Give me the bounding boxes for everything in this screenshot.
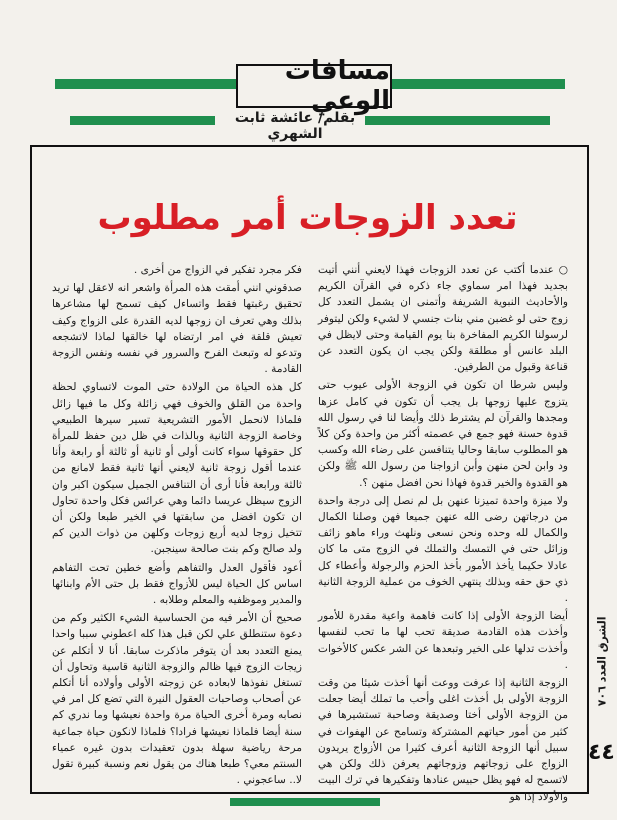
header-band-right (388, 79, 565, 89)
paragraph: كل هذه الحياة من الولادة حتى الموت لاتساوي لحظة واحدة من القلق والخوف فهي زائلة وكل ما فيها زائل فلماذا لانحمل الأمور التشريعية تسير سيرها الطبيعي وخاصة الزوجة الثانية وبالذات في ظل دين حفظ للمرأة كل حقوقها سواء كانت أولى أو ثانية أو ثالثة أو رابعة وأنا عندما أقول زوجة ثانية لايعني أنها ثانية فقط لامانع من ثالثة ورابعة فأنا أرى أن التنافس الجميل سيكون اكبر وان الزوج سيظل عريسا دائما وهي عرائس فكل واحدة تحاول ان تكون افضل من سابقتها في الخير طبعا ولكن أن تتخيل زوجا لديه أربع زوجات وكلهن من ذوات الدين كم ولد صالح وكم بنت صالحة سينجبن. (52, 381, 302, 556)
byline-band-left (70, 116, 215, 125)
footer-band (230, 798, 380, 806)
paragraph: فكر مجرد تفكير في الزواج من أخرى . (133, 264, 302, 276)
paragraph: أيضا الزوجة الأولى إذا كانت فاهمة واعية مقدرة للأمور وأخذت هذه القادمة صديقة تحب لها ما تحب لنفسها وأخذت تدلها على الخير وتبعدها عن الشر عكس كالأخوات . (318, 610, 568, 671)
issue-label: الشرق العدد ٧٠٦ (595, 616, 609, 707)
author-byline: بقلم/ عائشة ثابت الشهري (234, 110, 356, 142)
article-column-right (318, 262, 568, 803)
header-band-left (55, 79, 238, 89)
column-title-box (236, 56, 392, 116)
article-headline: تعدد الزوجات أمر مطلوب (97, 198, 518, 238)
paragraph: وليس شرطا ان تكون في الزوجة الأولى عيوب حتى يتزوج عليها زوجها بل يجب أن تكون في كامل عزها ومجدها والقرآن لم يشترط ذلك وأيضا لنا في رسول الله قدوة حسنة فهو جمع في عصمته أكثر من واحدة وكن كلاً هو المطلوب سابقا وحاليا يتنافسن على رضاء الله وكسب ود وابن لحن منهن وأبن ازواجنا من رسول الله ﷺ ولكن هو القدوة والخير قدوة فهاذا نحن افضل منهن ؟. (318, 379, 568, 489)
page-number: ٤٤ (588, 740, 615, 765)
column-title: مسافات الوعي (284, 56, 390, 116)
paragraph: ولا ميزة واحدة تميزنا عنهن بل لم نصل إلى درجة واحدة من درجاتهن رضى الله عنهن جميعا فهن وصلنا الكمال والكمال لله وحده ونحن نسعى ونلهث وراء ماهو زائف وزائل حتى في التمسك والتملك في الزوج متى ما كان عادلا حكيما يأخذ الأمور بأخذ الحزم والرجولة وأعطاء كل ذي حق حقه وبذلك ينتهي الخوف من عملية الزوجة الثانية . (318, 494, 568, 605)
article-column-left (52, 262, 302, 787)
byline-band-right (365, 116, 550, 125)
paragraph: صدقوني انني أمقت هذه المرأة واشعر انه لاعقل لها تريد تحقيق رغبتها فقط واتساءل كيف تسمح لها مشاعرها بذلك وهي تعرف ان زوجها لديه القدرة على الزواج وكيف تعيش قلقة في امر ارتضاه لها خالقها لماذا لاتشجعه وتدعو له وتبعث الفرح والسرور في نفسه ونفس الزوجة القادمة . (52, 282, 302, 376)
paragraph: ○ عندما أكتب عن تعدد الزوجات فهذا لايعني أنني أتيت بجديد فهذا امر سماوي جاء ذكره في القرآن الكريم والأحاديث النبوية الشريفة وأتمنى ان يشمل التعدد كل زوج حتى لو غضبن مني بنات جنسي لا لشيء ولكن ليتوفر لرسولنا الكريم المفاخرة بنا يوم القيامة وحتى لايظل في البلد عانس أو مطلقة ولكن يجب ان يكون التعدد عن قناعة وقبول من الطرفين. (318, 264, 568, 374)
paragraph: الزوجة الثانية إذا عرفت ووعت أنها أخذت شيئا من وقت الزوجة الأولى بل أخذت اغلى وأحب ما تملك أيضا جعلت من الزوجة الأولى أختا وصديقة وصاحبة تستشيرها في كثير من أمور حياتهم المشتركة وتسامح عن الهفوات في سبيل أنها الزوجة الثانية أعرف كثيرا من الأزواج يريدون الزواج على زوجاتهم وزوجاتهم يعرفن ذلك ولكن هي لاتسمح له فهو يظل حبيس عنادها وتفكيرها في ترك البيت والأولاد إذا هو (318, 677, 568, 803)
paragraph: أعود فأقول العدل والتفاهم وأضع خطين تحت التفاهم اساس كل الحياة ليس للأزواج فقط بل حتى الأم وابنائها والمدير وموظفيه والمعلم وطلابه . (52, 561, 302, 607)
paragraph: صحيح أن الأمر فيه من الحساسية الشيء الكثير وكم من دعوة ستنطلق علي لكن قبل هذا كله اعطوني سببا واحدا يمنع التعدد بعد أن يتوفر ماذكرت سابقا. أنا لا أتكلم عن زيجات الزوج فيها ظالم والزوجة الثانية قاسية وتحاول أن تستغل نفوذها لابعاده عن زوجته الأولى وأولاده أنا أتكلم عن أصحاب وصاحبات العقول النيرة التي تضع كل امر في نصابه ومرة أخرى الحياة مرة واحدة نعيشها وما ندري كم سنة أيضا فلماذا نعيشها فرادا؟ فلماذا لانكون حياة جماعية مرحة رياضية سهلة بدون تعقيدات بدون غيره عمياء السنتم معي؟ طبعا هناك من يقول نعم ونسبة كبيرة تقول لا.. ساعجوني . (52, 612, 302, 787)
